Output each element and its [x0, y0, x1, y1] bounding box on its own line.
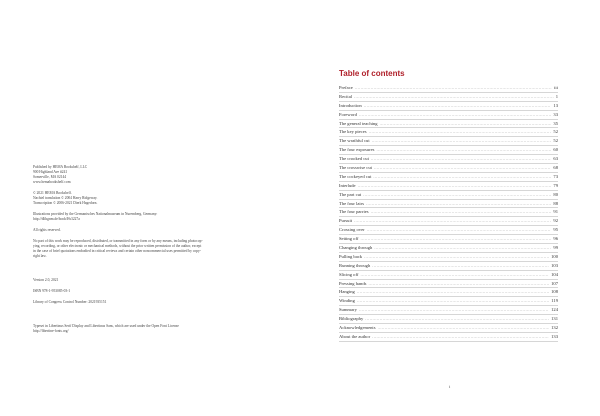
toc-dot-leader	[368, 280, 549, 288]
toc-dot-leader	[354, 217, 551, 225]
toc-entry-page: 96	[553, 236, 558, 242]
publisher-line: 900 Highland Ave #241	[33, 170, 68, 174]
toc-entry-page: 95	[553, 227, 558, 233]
toc-entry-page: 52	[553, 129, 558, 135]
toc-entry[interactable]	[339, 253, 558, 262]
toc-entry-title: Hanging	[339, 289, 355, 295]
toc-entry-title: Running through	[339, 262, 371, 268]
toc-entry-title: The part cut	[339, 191, 362, 197]
toc-entry[interactable]	[339, 137, 558, 146]
toc-entry-title: Pursuit	[339, 218, 353, 224]
toc-entry-title: Changing through	[339, 245, 373, 251]
rights-notice	[33, 239, 273, 259]
toc-entry[interactable]	[339, 84, 558, 93]
toc-entry-title: Bibliography	[339, 316, 364, 322]
toc-entry-title: The cockeyed cut	[339, 173, 372, 179]
toc-entry[interactable]	[339, 324, 558, 333]
toc-entry[interactable]	[339, 280, 558, 289]
rights-notice-line: No part of this work may be reproduced, distributed, or transmitted in any form or by any means, including photocop-	[33, 239, 203, 243]
toc-entry-title: Setting off	[339, 236, 359, 242]
toc-dot-leader	[372, 262, 549, 270]
toc-entry[interactable]	[339, 271, 558, 280]
toc-dot-leader	[365, 315, 549, 323]
toc-entry[interactable]	[339, 120, 558, 129]
copyright-line: Nachtel translation © 2004 Harry Ridgeway.	[33, 196, 98, 200]
toc-dot-leader	[363, 191, 551, 199]
toc-entry[interactable]	[339, 128, 558, 137]
publisher-line: Published by HEMA Bookshelf, LLC	[33, 165, 88, 169]
toc-entry-page: 104	[551, 271, 558, 277]
toc-entry[interactable]	[339, 262, 558, 271]
toc-entry[interactable]	[339, 111, 558, 120]
toc-dot-leader	[378, 324, 550, 332]
toc-entry[interactable]	[339, 155, 558, 164]
rights-reserved: All rights reserved.	[33, 228, 61, 232]
version: Version 2.0, 2021	[33, 278, 59, 282]
copyright-line: © 2021 HEMA Bookshelf.	[33, 191, 72, 195]
toc-dot-leader	[380, 120, 552, 128]
toc-dot-leader	[364, 102, 552, 110]
toc-dot-leader	[355, 84, 552, 92]
toc-dot-leader	[357, 297, 549, 305]
toc-entry-page: iii	[554, 85, 558, 90]
toc-dot-leader	[357, 288, 549, 296]
toc-entry-page: 133	[551, 333, 558, 339]
toc-entry-page: 73	[553, 173, 558, 179]
toc-entry-page: 13	[553, 102, 558, 108]
toc-entry-title: The crosswise cut	[339, 165, 372, 171]
toc-entry-page: 119	[551, 298, 558, 304]
toc-entry-page: 63	[553, 156, 558, 162]
toc-entry[interactable]	[339, 102, 558, 111]
typeset-line: Typeset in Libertinus Serif Display and Libertinus Sans, which are used under the Open Font License	[33, 324, 179, 328]
toc-dot-leader	[366, 200, 551, 208]
toc-entry-title: Interlude	[339, 182, 356, 188]
toc-entry[interactable]	[339, 333, 558, 342]
toc-entry[interactable]	[339, 182, 558, 191]
toc-entry-title: Summary	[339, 307, 357, 313]
rights-notice-line: in the case of brief quotations embodied in critical reviews and certain other noncommercial uses permitted by copy-	[33, 249, 201, 253]
publisher-line: Somerville, MA 02144	[33, 175, 67, 179]
spacer	[33, 265, 273, 278]
toc-dot-leader	[364, 253, 549, 261]
toc-entry-title: Slicing off	[339, 271, 359, 277]
toc-dot-leader	[371, 208, 552, 216]
toc-dot-leader	[373, 173, 551, 181]
toc-entry[interactable]	[339, 200, 558, 209]
toc-entry-title: Crossing over	[339, 227, 365, 233]
page-number: i	[449, 384, 451, 389]
publisher-line: www.hemabookshelf.com	[33, 180, 71, 184]
typeset-link[interactable]: http://libertine-fonts.org/	[33, 329, 69, 333]
toc-dot-leader	[374, 164, 551, 172]
toc-entry-title: The crooked cut	[339, 156, 369, 162]
toc-entry-title: Winding	[339, 298, 355, 304]
toc-dot-leader	[354, 93, 554, 101]
toc-entry[interactable]	[339, 164, 558, 173]
toc-dot-leader	[358, 182, 552, 190]
toc-entry-title: The four parries	[339, 209, 369, 215]
publisher-info	[33, 165, 273, 185]
toc-entry[interactable]	[339, 315, 558, 324]
toc-entry-page: 79	[553, 182, 558, 188]
toc-entry-page: 99	[553, 245, 558, 251]
toc-entry[interactable]	[339, 173, 558, 182]
toc-entry-title: The general teaching	[339, 120, 378, 126]
toc-entry[interactable]	[339, 288, 558, 297]
toc-entry-page: 68	[553, 165, 558, 171]
toc-entry-page: 52	[553, 138, 558, 144]
toc-entry-page: 88	[553, 200, 558, 206]
toc-entry-title: Preface	[339, 85, 353, 90]
toc-dot-leader	[376, 146, 551, 154]
toc-entry-title: The wrathful cut	[339, 138, 370, 144]
toc-entry[interactable]	[339, 217, 558, 226]
toc-entry-page: 91	[553, 209, 558, 215]
toc-dot-leader	[371, 155, 552, 163]
toc-entry-title: Foreword	[339, 111, 357, 117]
loc-number: Library of Congress Control Number: 2021935151	[33, 300, 107, 304]
toc-entry[interactable]	[339, 93, 558, 102]
toc-dot-leader	[359, 111, 552, 119]
isbn: ISBN 978-1-953085-03-1	[33, 289, 71, 293]
toc-entry[interactable]	[339, 191, 558, 200]
toc-entry-title: Introduction	[339, 102, 362, 108]
toc-entry-page: 108	[551, 289, 558, 295]
toc-entry-title: The key pieces	[339, 129, 367, 135]
toc-entry-page: 107	[551, 280, 558, 286]
copyright-info	[33, 191, 273, 206]
toc-entry-page: 100	[551, 253, 558, 259]
toc-dot-leader	[360, 271, 549, 279]
toc-list	[339, 84, 558, 342]
toc-entry-page: 92	[553, 218, 558, 224]
toc-entry-page: 124	[551, 307, 558, 313]
rights-notice-line: ying, recording, or other electronic or mechanical methods, without the prior written permission of the author, except	[33, 244, 202, 248]
toc-entry-title: About the author	[339, 333, 371, 339]
toc-entry-page: 103	[551, 262, 558, 268]
imprint-block	[33, 165, 273, 340]
toc-entry-title: Pressing hands	[339, 280, 367, 286]
toc-entry-page: 131	[551, 316, 558, 322]
illustrations-credit	[33, 212, 273, 222]
toc-page	[300, 0, 600, 416]
toc-entry[interactable]	[339, 306, 558, 315]
copyright-line: Transcription © 2006-2021 Dierk Hagedorn.	[33, 201, 98, 205]
toc-entry-title: Recital	[339, 93, 353, 99]
toc-dot-leader	[369, 128, 552, 136]
toc-entry[interactable]	[339, 208, 558, 217]
toc-dot-leader	[374, 244, 551, 252]
toc-entry-page: 60	[553, 147, 558, 153]
toc-dot-leader	[360, 235, 551, 243]
toc-dot-leader	[359, 306, 549, 314]
toc-title: Table of contents	[339, 69, 405, 78]
toc-entry[interactable]	[339, 226, 558, 235]
toc-entry-page: 132	[551, 325, 558, 331]
toc-entry-page: 80	[553, 191, 558, 197]
toc-dot-leader	[367, 226, 552, 234]
typeset-info	[33, 324, 273, 334]
toc-entry-page: 1	[555, 93, 558, 99]
toc-entry[interactable]	[339, 235, 558, 244]
illustrations-line: Illustrations provided by the Germanisches Nationalmuseum in Nuremberg, Germany:	[33, 212, 158, 216]
toc-entry-title: The four exposures	[339, 147, 375, 153]
toc-entry[interactable]	[339, 146, 558, 155]
spacer	[33, 311, 273, 324]
rights-notice-line: right law.	[33, 254, 47, 258]
toc-entry[interactable]	[339, 297, 558, 306]
illustrations-link[interactable]: http://dlibgnm.de/book/Hs3227a	[33, 217, 80, 221]
toc-entry-page: 35	[553, 120, 558, 126]
toc-entry-title: Pulling back	[339, 253, 363, 259]
toc-dot-leader	[372, 137, 552, 145]
toc-entry-page: 33	[553, 111, 558, 117]
toc-entry-title: The four lairs	[339, 200, 365, 206]
toc-dot-leader	[372, 333, 549, 341]
toc-entry-title: Acknowledgements	[339, 325, 376, 331]
toc-entry[interactable]	[339, 244, 558, 253]
